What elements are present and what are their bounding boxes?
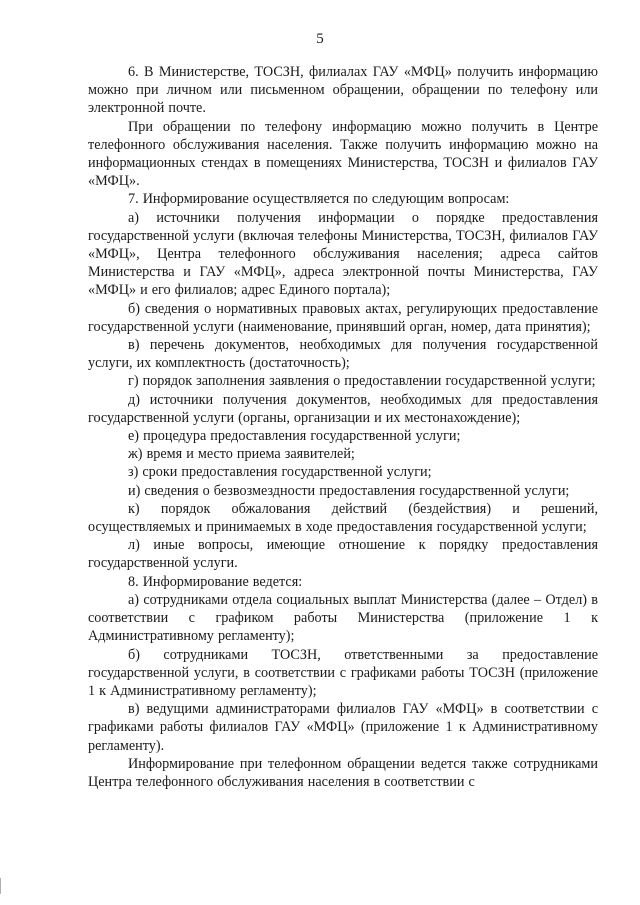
list-item-7zh: ж) время и место приема заявителей;: [128, 446, 355, 463]
list-item-7b: б) сведения о нормативных правовых актах, регулирующих предоставление государственной услуги (наименование, принявший орган, номер, дата принятия);: [88, 300, 598, 335]
list-item-7e: е) процедура предоставления государственной услуги;: [128, 428, 461, 445]
list-item-7k: к) порядок обжалования действий (бездействия) и решений, осуществляемых и принимаемых в ходе предоставления государственной услуги;: [88, 500, 598, 536]
list-item-7i: и) сведения о безвозмездности предоставления государственной услуги;: [128, 482, 570, 499]
paragraph-8: 8. Информирование ведется:: [128, 573, 303, 590]
document-body: [88, 63, 598, 791]
paragraph-7: 7. Информирование осуществляется по следующим вопросам:: [128, 191, 510, 208]
list-item-7a: а) источники получения информации о порядке предоставления государственной услуги (включая телефоны Министерства, ТОСЗН, филиалов ГАУ «МФЦ», Центра телефонного обслуживания населения; адреса сайтов Министерства и ГАУ «МФЦ», адреса электронной почты Министерства, ГАУ «МФЦ» и его филиалов; адрес Единого портала);: [88, 209, 598, 299]
list-item-8v: в) ведущими администраторами филиалов ГАУ «МФЦ» в соответствии с графиками работы филиалов ГАУ «МФЦ» (приложение 1 к Административному регламенту).: [88, 701, 598, 754]
list-item-7v: в) перечень документов, необходимых для получения государственной услуги, их комплектность (достаточность);: [88, 337, 598, 372]
list-item-7d: д) источники получения документов, необходимых для предоставления государственной услуги (органы, организации и их местонахождение);: [88, 391, 598, 426]
list-item-8b: б) сотрудниками ТОСЗН, ответственными за предоставление государственной услуги, в соответствии с графиками работы ТОСЗН (приложение 1 к Административному регламенту);: [88, 646, 598, 699]
list-item-7z: з) сроки предоставления государственной услуги;: [128, 464, 432, 481]
page-number: 5: [316, 31, 324, 47]
list-item-7g: г) порядок заполнения заявления о предоставлении государственной услуги;: [128, 373, 596, 390]
list-item-7l: л) иные вопросы, имеющие отношение к порядку предоставления государственной услуги.: [88, 537, 598, 572]
paragraph-6: 6. В Министерстве, ТОСЗН, филиалах ГАУ «МФЦ» получить информацию можно при личном или письменном обращении, обращении по телефону или электронной почте.: [88, 64, 598, 117]
scan-margin-mark: [0, 878, 1, 894]
paragraph-phone-center: Информирование при телефонном обращении ведется также сотрудниками Центра телефонного обслуживания населения в соответствии с: [88, 755, 598, 790]
list-item-8a: а) сотрудниками отдела социальных выплат Министерства (далее – Отдел) в соответствии с графиком работы Министерства (приложение 1 к Административному регламенту);: [88, 591, 598, 645]
paragraph-phone-info: При обращении по телефону информацию можно получить в Центре телефонного обслуживания населения. Также получить информацию можно на информационных стендах в помещениях Министерства, ТОСЗН и филиалов ГАУ «МФЦ».: [88, 118, 598, 190]
